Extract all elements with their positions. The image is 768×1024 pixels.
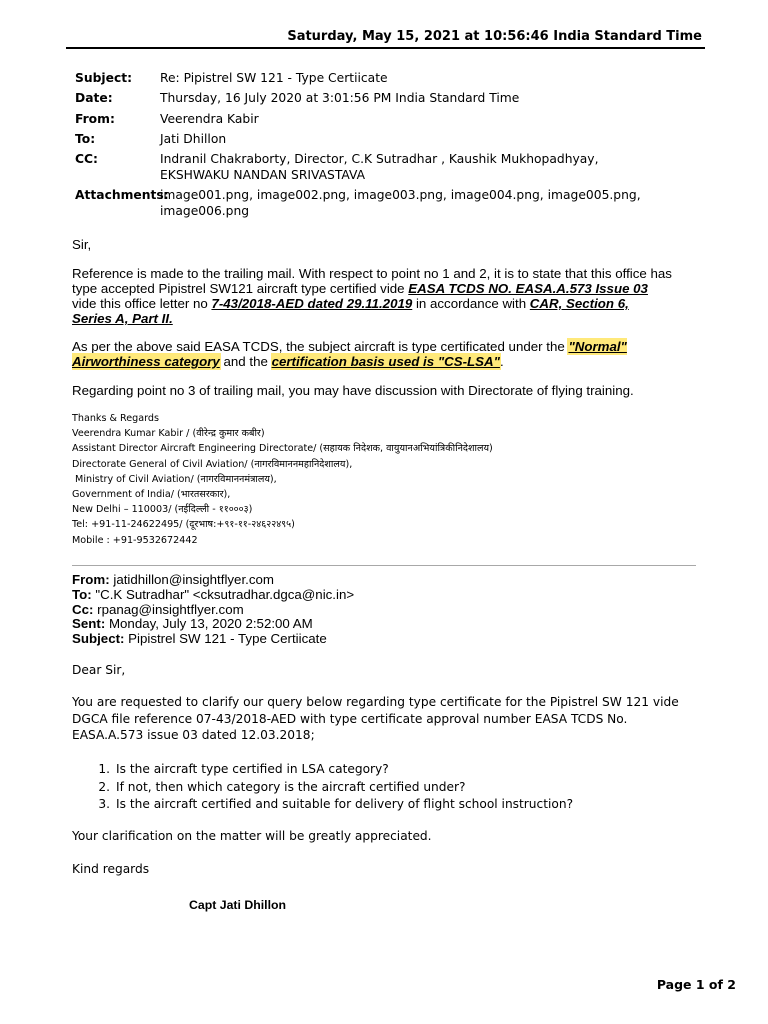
to-value: Jati Dhillon <box>160 132 227 146</box>
original-signoff: Capt Jati Dhillon <box>189 898 287 912</box>
cc-label: CC: <box>75 152 98 166</box>
to-label: To: <box>75 132 96 146</box>
signature-block <box>72 411 493 548</box>
forwarded-sent-label: Sent: <box>72 616 106 631</box>
from-value: Veerendra Kabir <box>160 112 259 126</box>
from-label: From: <box>75 112 115 126</box>
question-text: If not, then which category is the aircraft certified under? <box>116 779 466 794</box>
reply-paragraph-1 <box>72 266 672 326</box>
original-intro: You are requested to clarify our query below regarding type certificate for the Pipistrel SW 121 vide DGCA file reference 07-43/2018-AED with type certificate approval number EASA TCDS No. EASA.A.573 issue 03 dated 12.03.2018; <box>72 695 679 742</box>
forward-divider <box>72 565 696 566</box>
signature-line: Mobile : +91-9532672442 <box>72 534 198 546</box>
cc-value: Indranil Chakraborty, Director, C.K Sutradhar , Kaushik Mukhopadhyay, EKSHWAKU NANDAN SRIVASTAVA <box>160 152 599 182</box>
attachments-label: Attachments: <box>75 188 169 202</box>
list-item <box>72 796 573 814</box>
signature-line: Directorate General of Civil Aviation/ (नागरविमाननमहानिदेशालय), <box>72 458 353 470</box>
forwarded-subject-row <box>72 632 327 647</box>
signature-line: Thanks & Regards <box>72 413 160 424</box>
reply-paragraph-2 <box>72 339 672 369</box>
subject-label: Subject: <box>75 71 133 85</box>
p2-text-e: . <box>499 354 504 369</box>
date-value: Thursday, 16 July 2020 at 3:01:56 PM India Standard Time <box>160 91 520 105</box>
attachments-value[interactable]: image001.png, image002.png, image003.png, image004.png, image005.png, image006.png <box>160 188 641 218</box>
question-list <box>72 761 573 814</box>
question-number: 1. <box>98 762 110 776</box>
p2-text-a: As per the above said EASA TCDS, the subject aircraft is type certificated under the <box>72 339 569 354</box>
certification-basis-highlight: certification basis used is "CS-LSA" <box>271 354 500 369</box>
p1-text-a: Reference is made to the trailing mail. With respect to point no 1 and 2, it is to state that this office has type accepted Pipistrel SW121 aircraft type certified vide <box>72 266 672 296</box>
original-closing: Your clarification on the matter will be greatly appreciated. <box>72 829 432 843</box>
forwarded-from-label: From: <box>72 572 110 587</box>
forwarded-subject-value: Pipistrel SW 121 - Type Certiicate <box>128 631 327 646</box>
subject-value: Re: Pipistrel SW 121 - Type Certiicate <box>160 71 388 85</box>
signature-line: New Delhi – 110003/ (नईदिल्ली - ११०००३) <box>72 504 253 516</box>
airworthiness-category-highlight: "Normal" Airworthiness category <box>72 339 627 369</box>
p1-text-c: vide this office letter no <box>72 296 212 311</box>
letter-reference: 7-43/2018-AED dated 29.11.2019 <box>211 296 413 311</box>
reply-paragraph-3: Regarding point no 3 of trailing mail, you may have discussion with Directorate of flying training. <box>72 383 634 398</box>
question-number: 3. <box>98 797 110 811</box>
car-reference: CAR, Section 6, Series A, Part II. <box>72 296 629 326</box>
list-item <box>72 779 573 797</box>
p2-text-c: and the <box>219 354 272 369</box>
forwarded-from-row <box>72 573 274 588</box>
forwarded-to-label: To: <box>72 587 92 602</box>
question-number: 2. <box>98 779 110 794</box>
list-item <box>72 761 573 779</box>
forwarded-subject-label: Subject: <box>72 631 125 646</box>
question-text: Is the aircraft type certified in LSA category? <box>116 762 389 776</box>
forwarded-to-value[interactable]: "C.K Sutradhar" <cksutradhar.dgca@nic.in> <box>95 587 355 602</box>
forwarded-sent-value: Monday, July 13, 2020 2:52:00 AM <box>108 616 313 631</box>
question-text: Is the aircraft certified and suitable for delivery of flight school instruction? <box>116 797 574 811</box>
forwarded-from-value[interactable]: jatidhillon@insightflyer.com <box>113 572 274 587</box>
forwarded-to-row <box>72 588 354 603</box>
header-divider <box>66 47 705 49</box>
original-regards: Kind regards <box>72 862 150 876</box>
signature-line: Assistant Director Aircraft Engineering Directorate/ (सहायक निदेशक, वायुयानअभियांत्रिकीनिदेशालय) <box>72 443 493 455</box>
signature-line: Government of India/ (भारतसरकार), <box>72 489 231 501</box>
p1-text-e: in accordance with <box>412 296 530 311</box>
signature-line: Ministry of Civil Aviation/ (नागरविमाननमंत्रालय), <box>72 473 277 485</box>
tcds-reference: EASA TCDS NO. EASA.A.573 Issue 03 <box>408 281 648 296</box>
reply-salutation: Sir, <box>72 237 92 252</box>
signature-line: Veerendra Kumar Kabir / (वीरेन्द्र कुमार कबीर) <box>72 428 265 440</box>
signature-line: Tel: +91-11-24622495/ (दूरभाष:+९१-११-२४६२२४९५) <box>72 519 295 531</box>
date-label: Date: <box>75 91 113 105</box>
printed-date: Saturday, May 15, 2021 at 10:56:46 India Standard Time <box>287 29 702 44</box>
forwarded-cc-label: Cc: <box>72 602 94 617</box>
page-number: Page 1 of 2 <box>656 977 736 992</box>
forwarded-cc-value[interactable]: rpanag@insightflyer.com <box>97 602 244 617</box>
forwarded-sent-row <box>72 617 313 632</box>
original-salutation: Dear Sir, <box>72 663 126 677</box>
